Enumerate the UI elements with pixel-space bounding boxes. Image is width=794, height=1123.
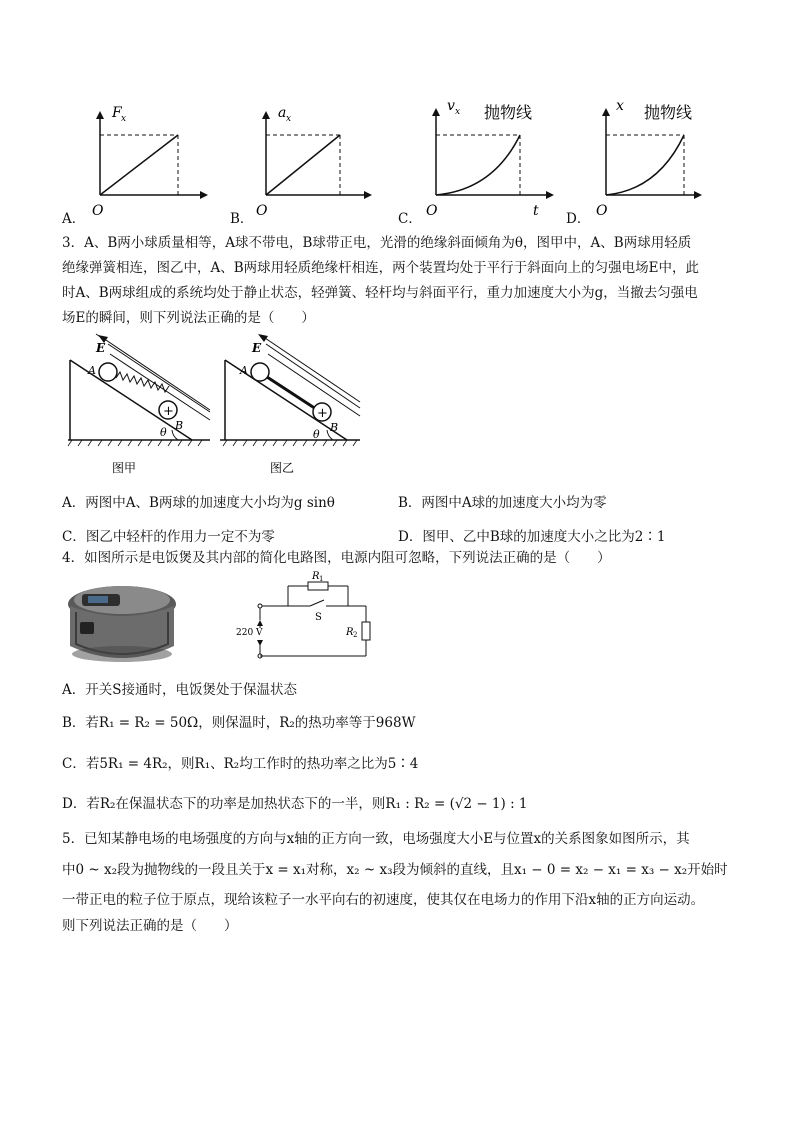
- q3-line-2: 绝缘弹簧相连，图乙中，A、B两球用轻质绝缘杆相连，两个装置均处于平行于斜面向上的匀强电场E中，此: [62, 260, 700, 276]
- q2-graph-c: [398, 90, 558, 225]
- svg-text:θ: θ: [313, 428, 320, 441]
- svg-text:O: O: [596, 203, 608, 219]
- svg-text:O: O: [92, 203, 104, 219]
- graph-c-svg: [398, 90, 558, 225]
- svg-text:x: x: [286, 114, 292, 124]
- svg-text:O: O: [426, 203, 438, 219]
- q3-fig-left: [68, 334, 210, 446]
- graph-a-svg: [60, 95, 210, 225]
- svg-text:x: x: [455, 107, 461, 117]
- q4-option-d[interactable]: D．若R₂在保温状态下的功率是加热状态下的一半，则R₁ : R₂ = (√2 − 1) : 1: [62, 796, 528, 812]
- q4-circuit: [232, 568, 382, 664]
- q5-line-4: 则下列说法正确的是（ ）: [62, 918, 238, 934]
- svg-text:2: 2: [353, 631, 358, 639]
- graph-a-ylabel: F: [112, 105, 122, 121]
- q2-label-c[interactable]: C．: [398, 211, 422, 227]
- svg-text:E: E: [96, 341, 106, 355]
- graph-c-ylabel: v: [447, 98, 455, 114]
- svg-text:E: E: [252, 341, 262, 355]
- svg-text:t: t: [533, 203, 539, 219]
- svg-text:1: 1: [319, 575, 324, 583]
- rice-cooker-icon: [62, 574, 182, 666]
- q2-label-b[interactable]: B．: [230, 211, 254, 227]
- rice-cooker-image: [62, 574, 182, 666]
- q3-line-1: 3．A、B两小球质量相等，A球不带电，B球带正电，光滑的绝缘斜面倾角为θ，图甲中，A、B两球用轻质: [62, 235, 692, 251]
- graph-b-svg: [228, 95, 378, 225]
- svg-text:A: A: [88, 364, 96, 377]
- graph-d-parabola: 抛物线: [644, 103, 693, 122]
- q3-fig-right: [220, 334, 360, 446]
- svg-text:+: +: [317, 406, 328, 421]
- q3-caption-right: 图乙: [270, 461, 295, 475]
- q3-option-d[interactable]: D．图甲、乙中B球的加速度大小之比为2∶1: [398, 529, 666, 545]
- q3-line-4: 场E的瞬间，则下列说法正确的是（ ）: [62, 310, 315, 326]
- svg-text:A: A: [240, 364, 248, 377]
- graph-b-ylabel: a: [278, 105, 287, 121]
- q4-option-c[interactable]: C．若5R₁ = 4R₂，则R₁、R₂均工作时的热功率之比为5∶4: [62, 756, 419, 772]
- svg-text:+: +: [163, 404, 174, 419]
- q2-label-d[interactable]: D．: [566, 211, 591, 227]
- q3-option-c[interactable]: C．图乙中轻杆的作用力一定不为零: [62, 529, 275, 545]
- q3-figure-svg: [60, 332, 380, 482]
- q3-caption-left: 图甲: [112, 461, 137, 475]
- svg-text:R: R: [312, 571, 320, 582]
- svg-text:O: O: [256, 203, 268, 219]
- svg-text:220 V: 220 V: [236, 628, 263, 638]
- q2-label-a[interactable]: A．: [62, 211, 86, 227]
- graph-c-parabola: 抛物线: [484, 103, 533, 122]
- q5-line-2: 中0 ~ x₂段为抛物线的一段且关于x = x₁对称，x₂ ~ x₃段为倾斜的直线，且x₁ − 0 = x₂ − x₁ = x₃ − x₂开始时: [62, 862, 728, 878]
- q3-line-3: 时A、B两球组成的系统均处于静止状态，轻弹簧、轻杆均与斜面平行，重力加速度大小为g，当撤去匀强电: [62, 285, 698, 301]
- q4-circuit-svg: [232, 568, 382, 664]
- q5-line-3: 一带正电的粒子位于原点，现给该粒子一水平向右的初速度，使其仅在电场力的作用下沿x轴的正方向运动。: [62, 892, 705, 908]
- q2-graph-a: [60, 95, 210, 225]
- q4-stem: 4．如图所示是电饭煲及其内部的简化电路图，电源内阻可忽略，下列说法正确的是（ ）: [62, 550, 611, 566]
- q4-option-a[interactable]: A．开关S接通时，电饭煲处于保温状态: [62, 682, 297, 698]
- graph-d-ylabel: x: [616, 98, 624, 114]
- q3-option-a[interactable]: A．两图中A、B两球的加速度大小均为g sinθ: [62, 495, 335, 511]
- svg-text:S: S: [315, 612, 322, 623]
- graph-d-svg: [568, 90, 728, 225]
- svg-text:x: x: [121, 114, 127, 124]
- q2-graph-b: [228, 95, 378, 225]
- svg-text:B: B: [330, 421, 339, 434]
- svg-text:θ: θ: [160, 426, 167, 439]
- q3-option-b[interactable]: B．两图中A球的加速度大小均为零: [398, 495, 607, 511]
- q4-option-b[interactable]: B．若R₁ = R₂ = 50Ω，则保温时，R₂的热功率等于968W: [62, 715, 416, 731]
- q3-figure: [60, 332, 380, 482]
- q2-graph-d: [568, 90, 728, 225]
- svg-text:R: R: [346, 627, 354, 638]
- svg-text:B: B: [175, 419, 184, 432]
- q5-line-1: 5．已知某静电场的电场强度的方向与x轴的正方向一致，电场强度大小E与位置x的关系图象如图所示，其: [62, 831, 690, 847]
